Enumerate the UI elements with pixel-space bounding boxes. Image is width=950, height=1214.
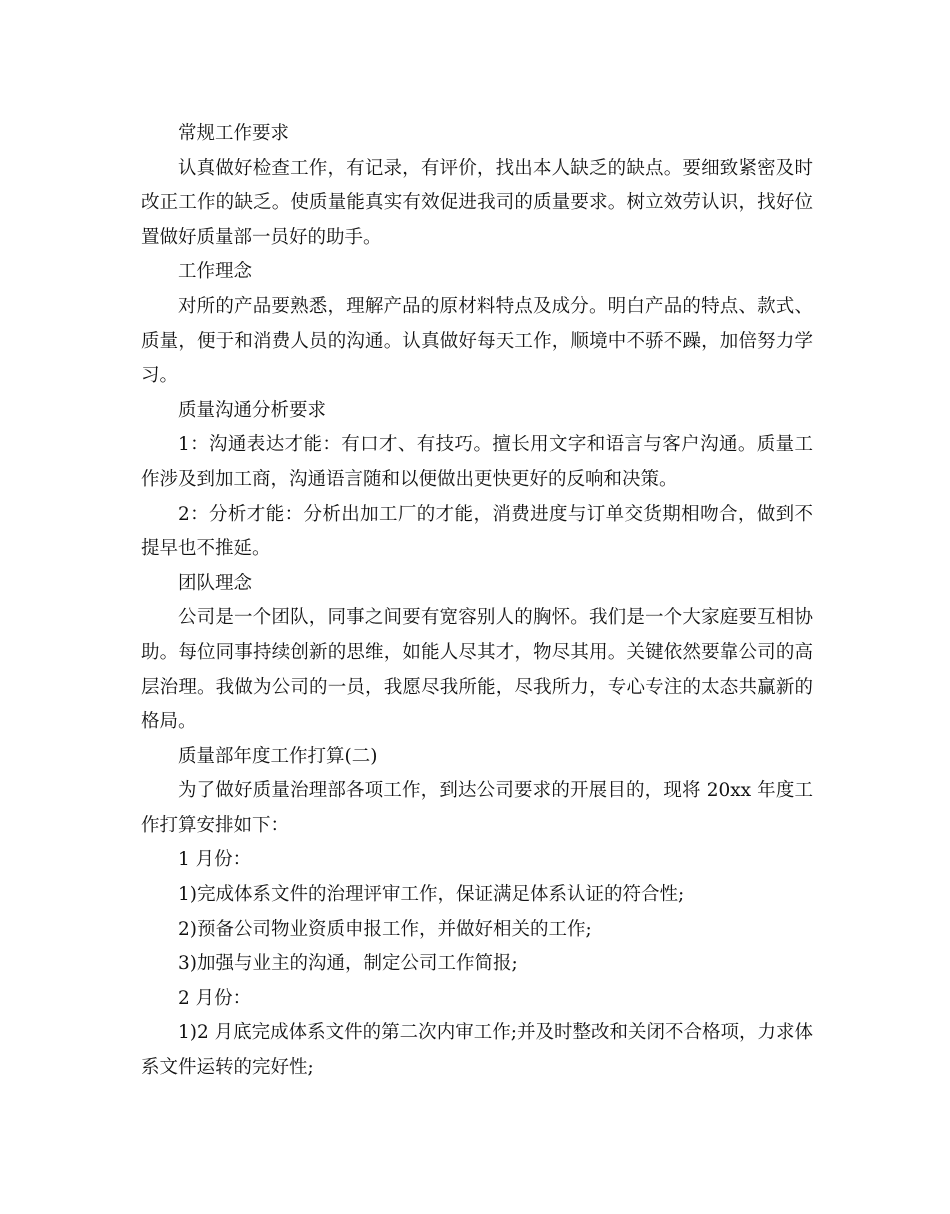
list-item: 1)完成体系文件的治理评审工作，保证满足体系认证的符合性; (178, 884, 685, 906)
paragraph-plan-intro: 为了做好质量治理部各项工作，到达公司要求的开展目的，现将 20xx 年度工作打算安排如下： (141, 780, 813, 836)
list-item: 2)预备公司物业资质申报工作，并做好相关的工作; (178, 918, 592, 940)
heading-routine-requirements: 常规工作要求 (178, 123, 290, 144)
month-heading-february: 2 月份： (178, 987, 252, 1009)
heading-team-philosophy: 团队理念 (178, 572, 253, 594)
paragraph-communication-ability: 1：沟通表达才能：有口才、有技巧。擅长用文字和语言与客户沟通。质量工作涉及到加工商，沟通语言随和以便做出更快更好的反响和决策。 (141, 434, 813, 490)
month-heading-january: 1 月份： (178, 849, 252, 871)
document-body (141, 117, 813, 1086)
paragraph-inspection-work: 认真做好检查工作，有记录，有评价，找出本人缺乏的缺点。要细致紧密及时改正工作的缺乏。使质量能真实有效促进我司的质量要求。树立效劳认识，找好位置做好质量部一员好的助手。 (141, 157, 813, 248)
paragraph-analysis-ability: 2：分析才能：分析出加工厂的才能，消费进度与订单交货期相吻合，做到不提早也不推延。 (141, 503, 813, 560)
heading-work-philosophy: 工作理念 (178, 261, 253, 283)
heading-quality-communication: 质量沟通分析要求 (178, 399, 327, 421)
paragraph-team: 公司是一个团队，同事之间要有宽容别人的胸怀。我们是一个大家庭要互相协助。每位同事持续创新的思维，如能人尽其才，物尽其用。关键依然要靠公司的高层治理。我做为公司的一员，我愿尽我所能，尽我所力，专心专注的太态共赢新的格局。 (141, 607, 813, 733)
heading-annual-plan: 质量部年度工作打算(二) (178, 745, 378, 767)
list-item: 1)2 月底完成体系文件的第二次内审工作;并及时整改和关闭不合格项，力求体系文件运转的完好性; (141, 1022, 813, 1079)
paragraph-product-knowledge: 对所的产品要熟悉，理解产品的原材料特点及成分。明白产品的特点、款式、质量，便于和消费人员的沟通。认真做好每天工作，顺境中不骄不躁，加倍努力学习。 (141, 295, 813, 387)
list-item: 3)加强与业主的沟通，制定公司工作简报; (178, 953, 518, 975)
